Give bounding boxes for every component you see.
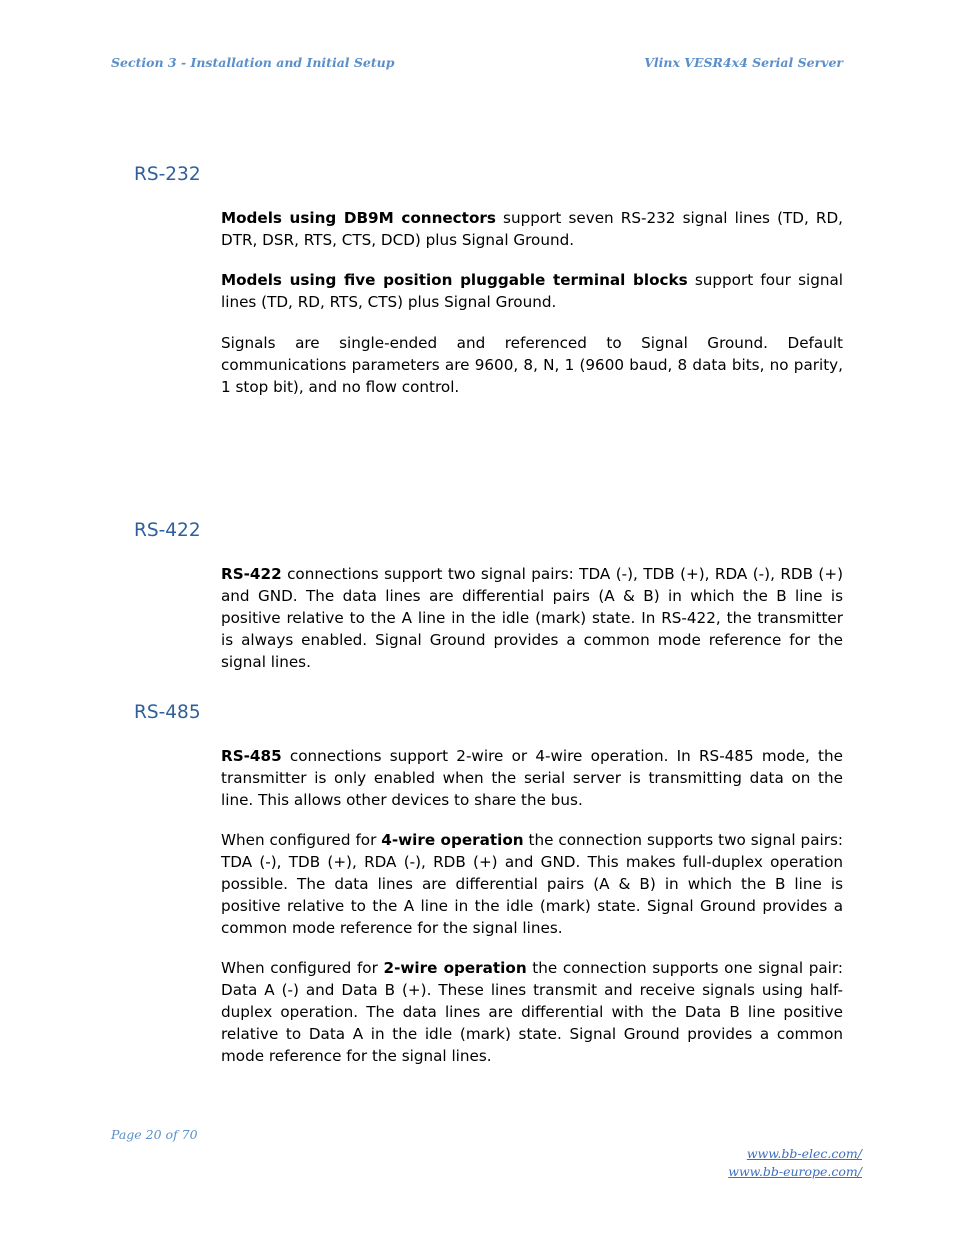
rs232-db9m-bold: Models using DB9M connectors: [221, 209, 496, 227]
rs485-4wire-text: the connection supports two signal pairs: TDA (-), TDB (+), RDA (-), RDB (+) and GND. This makes full-duplex operation possible. The data lines are differential pairs (A & B) in which the B line is positive relative to the A line in the idle (mark) state. Signal Ground provides a common mode reference for the signal lines.: [221, 831, 843, 937]
header-section-title: Section 3 - Installation and Initial Setup: [111, 55, 395, 70]
rs232-paragraph-signals: Signals are single-ended and referenced to Signal Ground. Default communications parameters are 9600, 8, N, 1 (9600 baud, 8 data bits, no parity, 1 stop bit), and no flow control.: [221, 334, 843, 396]
rs232-terminal-text: support four signal lines (TD, RD, RTS, CTS) plus Signal Ground.: [221, 271, 843, 311]
rs485-2wire-bold: 2-wire operation: [383, 959, 527, 977]
link-bb-elec[interactable]: www.bb-elec.com/: [746, 1146, 862, 1161]
rs485-2wire-text: the connection supports one signal pair: Data A (-) and Data B (+). These lines transmit and receive signals using half-duplex operation. The data lines are differential with the Data B line positive relative to Data A in the idle (mark) state. Signal Ground provides a common mode reference for the signal lines.: [221, 959, 843, 1065]
rs232-db9m-text: support seven RS-232 signal lines (TD, RD, DTR, DSR, RTS, CTS, DCD) plus Signal Ground.: [221, 209, 843, 249]
rs485-4wire-bold: 4-wire operation: [381, 831, 524, 849]
footer-links: [728, 1145, 862, 1181]
header-product-title: Vlinx VESR4x4 Serial Server: [644, 55, 843, 70]
rs485-paragraph-2wire: [221, 957, 843, 1067]
rs422-bold: RS-422: [221, 565, 282, 583]
rs422-text: connections support two signal pairs: TDA (-), TDB (+), RDA (-), RDB (+) and GND. The data lines are differential pairs (A & B) in which the B line is positive relative to the A line in the idle (mark) state. In RS-422, the transmitter is always enabled. Signal Ground provides a common mode reference for the signal lines.: [221, 565, 843, 671]
rs232-paragraph-db9m: [221, 207, 843, 251]
rs232-terminal-bold: Models using five position pluggable terminal blocks: [221, 271, 688, 289]
rs485-2wire-pre: When configured for: [221, 959, 384, 977]
rs485-intro-text: connections support 2-wire or 4-wire operation. In RS-485 mode, the transmitter is only enabled when the serial server is transmitting data on the line. This allows other devices to share the bus.: [221, 747, 843, 809]
rs422-paragraph: [221, 563, 843, 673]
heading-rs485: RS-485: [134, 702, 201, 723]
rs485-paragraph-4wire: [221, 829, 843, 939]
rs232-paragraph-terminal-blocks: [221, 269, 843, 313]
rs485-bold: RS-485: [221, 747, 282, 765]
heading-rs232: RS-232: [134, 164, 201, 185]
rs485-4wire-pre: When configured for: [221, 831, 382, 849]
heading-rs422: RS-422: [134, 520, 201, 541]
page-number: Page 20 of 70: [111, 1127, 198, 1142]
rs485-paragraph-intro: [221, 745, 843, 811]
link-bb-europe[interactable]: www.bb-europe.com/: [728, 1164, 862, 1179]
